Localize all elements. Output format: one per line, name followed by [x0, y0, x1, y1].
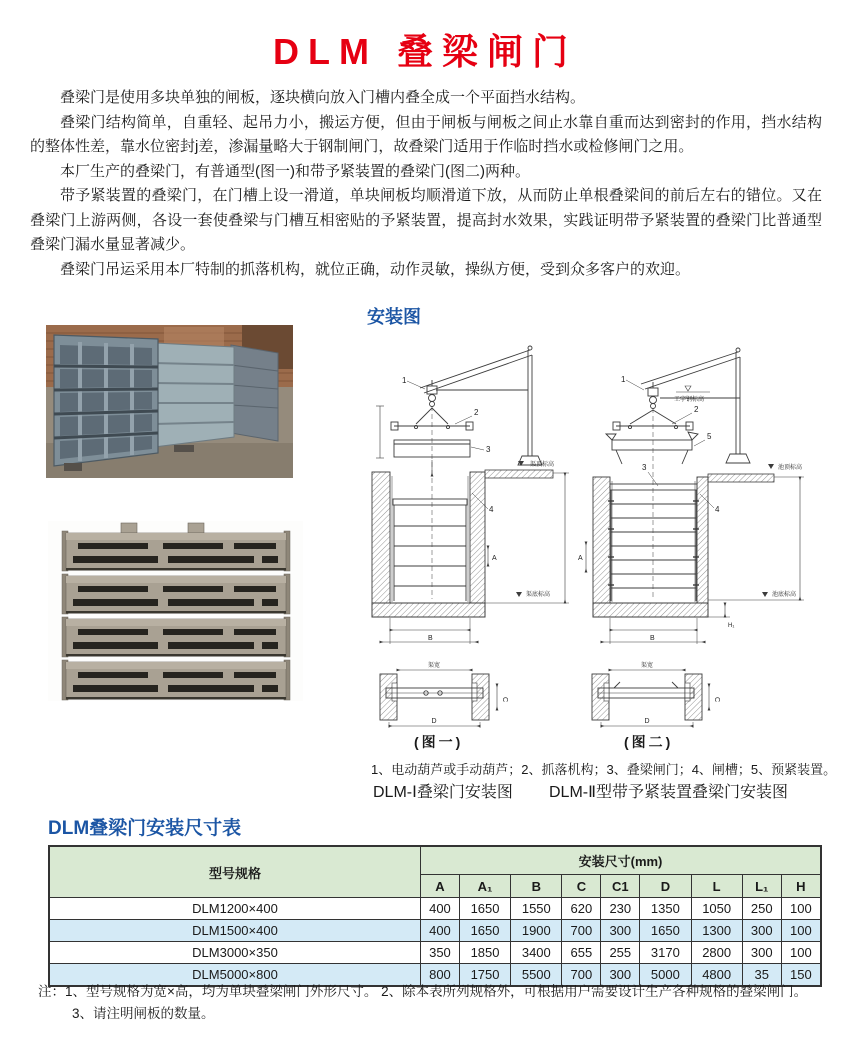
dimension-cell: 1750 [459, 964, 510, 987]
dimension-cell: 1900 [511, 920, 562, 942]
installation-diagrams [358, 336, 845, 760]
note-line: 注：1、型号规格为宽×高，均为单块叠梁闸门外形尺寸。 2、除本表所列规格外，可根据用户需要设计生产各种规格的叠梁闸门。 [38, 984, 808, 999]
figure1-drawing [372, 346, 569, 728]
dimension-cell: 1300 [691, 920, 742, 942]
fig1-dim-c: C [501, 697, 508, 703]
size-table-heading: DLM叠梁门安装尺寸表 [48, 818, 242, 839]
table-row [49, 898, 821, 920]
fig2-beam-level-label: 工字钢标高 [674, 397, 705, 403]
fig1-dim-b: B [428, 635, 433, 642]
model-cell: DLM5000×800 [49, 964, 421, 987]
dimension-cell: 300 [742, 942, 781, 964]
figure2-label: (图二) [624, 734, 674, 750]
column-header: D [640, 875, 691, 898]
dimension-cell: 1650 [640, 920, 691, 942]
notes-lines [38, 981, 807, 1025]
fig2-top-level-label: 池顶标高 [778, 465, 803, 471]
fig2-bottom-level-label: 池底标高 [772, 592, 797, 598]
intro-paragraph: 带予紧装置的叠梁门，在门槽上设一滑道，单块闸板均顺滑道下放，从而防止单根叠梁间的前后左右的错位。又在叠梁门上游两侧，各设一套使叠梁与门槽互相密贴的予紧装置，提高封水效果，实践证明带予紧装置的叠梁门比普通型叠梁门漏水量显著减少。 [30, 187, 822, 253]
fig1-bottom-level-label: 渠底标高 [526, 592, 551, 598]
model-cell: DLM1500×400 [49, 920, 421, 942]
gates-photo-graphic [46, 325, 293, 478]
figure2-drawing [578, 348, 804, 728]
dimension-cell: 3400 [511, 942, 562, 964]
fig2-callout-4: 4 [715, 505, 720, 514]
dimension-cell: 800 [421, 964, 460, 987]
dimension-cell: 255 [601, 942, 640, 964]
dimension-cell: 100 [781, 920, 821, 942]
stacked-beams-graphic [48, 521, 303, 701]
intro-paragraphs [30, 86, 822, 282]
size-table [48, 845, 822, 987]
column-header: A [421, 875, 460, 898]
model-header-cell: 型号规格 [49, 846, 421, 898]
column-header: A₁ [459, 875, 510, 898]
intro-paragraph: 叠梁门结构简单，自重轻、起吊力小，搬运方便，但由于闸板与闸板之间止水靠自重而达到密封的作用，挡水结构的整体性差，靠水位密封j差，渗漏量略大于钢制闸门，故叠梁门适用于作临时挡水或检修闸门之用。 [30, 113, 822, 155]
fig1-callout-4: 4 [489, 505, 494, 514]
figure1-label: (图一) [414, 734, 464, 750]
dimension-cell: 700 [562, 964, 601, 987]
dimension-cell: 250 [742, 898, 781, 920]
dimension-cell: 300 [742, 920, 781, 942]
dimension-cell: 5500 [511, 964, 562, 987]
dimension-cell: 5000 [640, 964, 691, 987]
dimension-cell: 3170 [640, 942, 691, 964]
dimension-cell: 350 [421, 942, 460, 964]
column-header: L₁ [742, 875, 781, 898]
dimension-cell: 620 [562, 898, 601, 920]
dimension-cell: 1050 [691, 898, 742, 920]
dimension-cell: 1350 [640, 898, 691, 920]
photo-gates-standing [46, 325, 293, 478]
table-body [49, 898, 821, 987]
column-header: B [511, 875, 562, 898]
table-group-header-row [49, 846, 821, 875]
dimension-cell: 655 [562, 942, 601, 964]
dimension-cell: 700 [562, 920, 601, 942]
intro-paragraph: 叠梁门是使用多块单独的闸板，逐块横向放入门槽内叠全成一个平面挡水结构。 [60, 89, 586, 106]
dimension-cell: 1850 [459, 942, 510, 964]
dimension-cell: 400 [421, 898, 460, 920]
figure2-caption: DLM-Ⅱ型带予紧装置叠梁门安装图 [549, 784, 788, 801]
page-title: DLM 叠梁闸门 [273, 31, 577, 72]
fig2-dim-d: D [644, 718, 650, 725]
table-row [49, 942, 821, 964]
dimension-cell: 100 [781, 898, 821, 920]
model-cell: DLM1200×400 [49, 898, 421, 920]
fig2-dim-h1: H₁ [728, 623, 735, 629]
column-header: C1 [601, 875, 640, 898]
fig1-top-level-label: 渠顶标高 [530, 462, 555, 468]
dimension-cell: 1650 [459, 898, 510, 920]
fig1-plan-width-label: 渠宽 [427, 663, 441, 669]
fig2-dim-a: A [578, 555, 583, 562]
dimension-cell: 1550 [511, 898, 562, 920]
intro-paragraph: 叠梁门吊运采用本厂特制的抓落机构，就位正确，动作灵敏，操纵方便，受到众多客户的欢迎。 [60, 260, 691, 278]
photo-stacked-beams [48, 521, 303, 701]
dimension-cell: 2800 [691, 942, 742, 964]
fig1-callout-1: 1 [402, 376, 407, 385]
fig1-callout-2: 2 [474, 408, 479, 417]
group-header-cell: 安装尺寸(mm) [421, 846, 822, 875]
fig2-dim-b: B [650, 635, 655, 642]
fig2-callout-1: 1 [621, 375, 626, 384]
column-header: H [781, 875, 821, 898]
dimension-cell: 300 [601, 964, 640, 987]
fig1-callout-3: 3 [486, 445, 491, 454]
fig2-callout-3: 3 [642, 463, 647, 472]
dimension-cell: 150 [781, 964, 821, 987]
dimension-cell: 35 [742, 964, 781, 987]
column-header: L [691, 875, 742, 898]
fig2-plan-width-label: 渠宽 [640, 663, 654, 669]
fig2-callout-5: 5 [707, 432, 712, 441]
diagram-legend: 1、电动葫芦或手动葫芦；2、抓落机构；3、叠梁闸门；4、闸槽；5、预紧装置。 [371, 762, 837, 777]
dimension-cell: 300 [601, 920, 640, 942]
fig1-dim-d: D [431, 718, 437, 725]
size-table-head [49, 846, 821, 898]
dimension-cell: 4800 [691, 964, 742, 987]
intro-paragraph: 本厂生产的叠梁门，有普通型(图一)和带予紧装置的叠梁门(图二)两种。 [60, 162, 530, 180]
fig2-dim-c: C [713, 697, 720, 703]
model-cell: DLM3000×350 [49, 942, 421, 964]
table-row [49, 920, 821, 942]
dimension-cell: 400 [421, 920, 460, 942]
note-line: 3、请注明闸板的数量。 [72, 1006, 215, 1021]
installation-heading: 安装图 [367, 307, 421, 327]
dimension-cell: 100 [781, 942, 821, 964]
dimension-cell: 230 [601, 898, 640, 920]
figure1-caption: DLM-Ⅰ叠梁门安装图 [373, 784, 513, 801]
dimension-cell: 1650 [459, 920, 510, 942]
fig2-callout-2: 2 [694, 405, 699, 414]
fig1-dim-a: A [492, 555, 497, 562]
column-header: C [562, 875, 601, 898]
